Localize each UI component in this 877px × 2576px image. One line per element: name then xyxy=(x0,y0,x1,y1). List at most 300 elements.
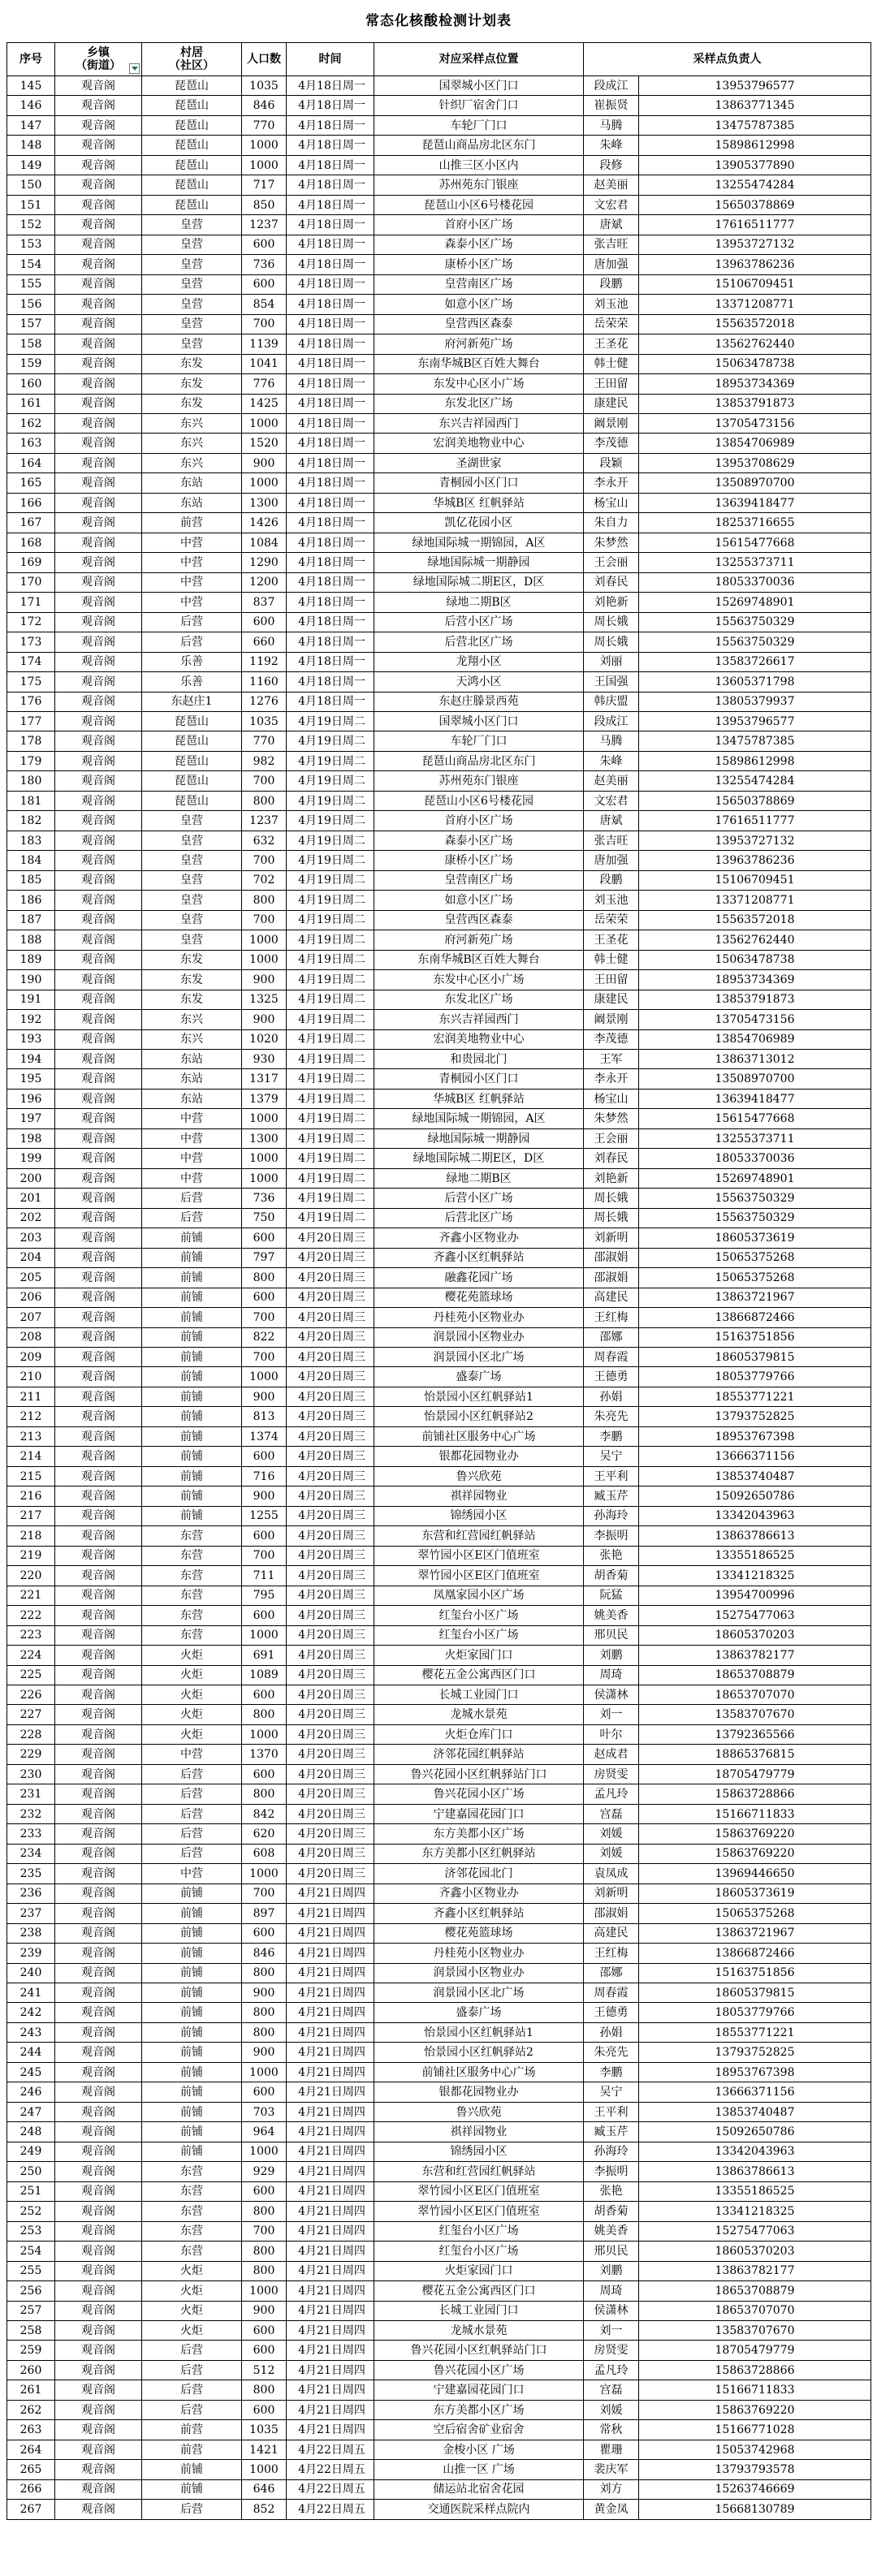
row-phone: 13953708629 xyxy=(639,453,871,472)
row-village: 东发 xyxy=(142,970,242,990)
row-town: 观音阁 xyxy=(55,950,142,969)
row-person: 刘春民 xyxy=(584,572,639,592)
col-town-header[interactable] xyxy=(55,43,142,76)
row-town: 观音阁 xyxy=(55,553,142,572)
row-town: 观音阁 xyxy=(55,2261,142,2280)
row-town: 观音阁 xyxy=(55,1685,142,1704)
row-time: 4月20日周三 xyxy=(287,1705,374,1724)
row-location: 东方美都小区红帆驿站 xyxy=(374,1844,584,1863)
row-town: 观音阁 xyxy=(55,1228,142,1248)
table-row xyxy=(7,2082,871,2102)
row-location: 后营北区广场 xyxy=(374,1208,584,1228)
table-row xyxy=(7,314,871,334)
table-row xyxy=(7,2181,871,2201)
row-seq: 187 xyxy=(7,910,55,930)
row-pop: 813 xyxy=(242,1407,287,1426)
row-location: 怡景园小区红帆驿站1 xyxy=(374,1387,584,1406)
row-seq: 258 xyxy=(7,2320,55,2340)
row-town: 观音阁 xyxy=(55,1348,142,1367)
row-seq: 222 xyxy=(7,1606,55,1625)
row-seq: 209 xyxy=(7,1348,55,1367)
row-pop: 660 xyxy=(242,632,287,652)
filter-dropdown-icon[interactable] xyxy=(129,63,140,74)
row-pop: 600 xyxy=(242,274,287,294)
row-phone: 13255373711 xyxy=(639,1128,871,1148)
table-row xyxy=(7,295,871,314)
row-location: 龙城水景苑 xyxy=(374,1705,584,1724)
row-village: 前铺 xyxy=(142,1506,242,1525)
row-town: 观音阁 xyxy=(55,2242,142,2261)
row-time: 4月18日周一 xyxy=(287,354,374,373)
row-phone: 15163751856 xyxy=(639,1963,871,1983)
row-pop: 846 xyxy=(242,1944,287,1963)
table-row xyxy=(7,2162,871,2181)
row-seq: 233 xyxy=(7,1824,55,1844)
table-row xyxy=(7,1546,871,1565)
row-person: 赵美丽 xyxy=(584,175,639,195)
row-seq: 149 xyxy=(7,155,55,175)
row-phone: 13863721967 xyxy=(639,1923,871,1943)
table-row xyxy=(7,1486,871,1506)
row-seq: 215 xyxy=(7,1466,55,1486)
row-town: 观音阁 xyxy=(55,1109,142,1128)
row-person: 邢贝民 xyxy=(584,1625,639,1645)
row-town: 观音阁 xyxy=(55,493,142,512)
row-phone: 15163751856 xyxy=(639,1327,871,1347)
row-seq: 262 xyxy=(7,2400,55,2419)
row-person: 康建民 xyxy=(584,990,639,1009)
row-person: 段鹏 xyxy=(584,870,639,890)
row-location: 怡景园小区红帆驿站2 xyxy=(374,2043,584,2062)
row-seq: 150 xyxy=(7,175,55,195)
row-phone: 13705473156 xyxy=(639,413,871,433)
row-location: 空后宿舍矿业宿舍 xyxy=(374,2420,584,2440)
row-village: 东兴 xyxy=(142,434,242,453)
table-row xyxy=(7,1248,871,1267)
row-phone: 15863769220 xyxy=(639,2400,871,2419)
row-person: 李茂德 xyxy=(584,1029,639,1049)
row-location: 齐鑫小区红帆驿站 xyxy=(374,1904,584,1923)
row-location: 东发北区广场 xyxy=(374,394,584,413)
row-town: 观音阁 xyxy=(55,2102,142,2121)
row-phone: 13255474284 xyxy=(639,771,871,791)
row-location: 皇营南区广场 xyxy=(374,870,584,890)
row-time: 4月21日周四 xyxy=(287,2281,374,2301)
row-person: 黄金凤 xyxy=(584,2500,639,2519)
table-row xyxy=(7,1348,871,1367)
row-phone: 13355186525 xyxy=(639,1546,871,1565)
row-time: 4月21日周四 xyxy=(287,2082,374,2102)
row-phone: 18705479779 xyxy=(639,1764,871,1784)
col-loc-header: 对应采样点位置 xyxy=(374,43,584,76)
row-phone: 15650378869 xyxy=(639,791,871,810)
row-town: 观音阁 xyxy=(55,1606,142,1625)
row-seq: 238 xyxy=(7,1923,55,1943)
table-row xyxy=(7,2360,871,2380)
row-pop: 700 xyxy=(242,851,287,870)
row-pop: 646 xyxy=(242,2479,287,2499)
row-location: 鲁兴花园小区红帆驿站门口 xyxy=(374,2341,584,2360)
row-village: 乐善 xyxy=(142,652,242,671)
row-village: 东营 xyxy=(142,1586,242,1605)
row-seq: 175 xyxy=(7,672,55,692)
table-row xyxy=(7,712,871,731)
row-seq: 172 xyxy=(7,612,55,632)
row-seq: 161 xyxy=(7,394,55,413)
row-phone: 15898612998 xyxy=(639,751,871,770)
row-person: 段成江 xyxy=(584,712,639,731)
row-person: 刘鹏 xyxy=(584,1646,639,1665)
row-location: 首府小区广场 xyxy=(374,215,584,235)
row-pop: 600 xyxy=(242,1685,287,1704)
row-person: 孙海玲 xyxy=(584,2142,639,2161)
row-village: 火炬 xyxy=(142,2320,242,2340)
row-person: 阚景刚 xyxy=(584,413,639,433)
row-location: 府河新苑广场 xyxy=(374,930,584,950)
row-time: 4月19日周二 xyxy=(287,990,374,1009)
row-pop: 846 xyxy=(242,96,287,115)
row-village: 东营 xyxy=(142,2221,242,2241)
table-row xyxy=(7,2400,871,2419)
row-location: 樱花五金公寓西区门口 xyxy=(374,2281,584,2301)
row-village: 东营 xyxy=(142,1546,242,1565)
row-seq: 218 xyxy=(7,1526,55,1546)
row-seq: 173 xyxy=(7,632,55,652)
row-time: 4月21日周四 xyxy=(287,2242,374,2261)
row-time: 4月19日周二 xyxy=(287,712,374,731)
table-row xyxy=(7,1168,871,1188)
row-village: 前铺 xyxy=(142,2122,242,2142)
row-pop: 1000 xyxy=(242,1724,287,1744)
row-location: 齐鑫小区物业办 xyxy=(374,1883,584,1903)
row-location: 东南华城B区百姓大舞台 xyxy=(374,950,584,969)
col-village-label: 村居 xyxy=(180,46,203,59)
table-row xyxy=(7,274,871,294)
row-seq: 216 xyxy=(7,1486,55,1506)
row-location: 首府小区广场 xyxy=(374,811,584,831)
row-person: 裴庆军 xyxy=(584,2460,639,2479)
row-village: 皇营 xyxy=(142,910,242,930)
row-village: 前营 xyxy=(142,513,242,533)
table-row xyxy=(7,453,871,472)
row-village: 中营 xyxy=(142,1128,242,1148)
row-town: 观音阁 xyxy=(55,1804,142,1823)
row-time: 4月20日周三 xyxy=(287,1546,374,1565)
row-seq: 235 xyxy=(7,1864,55,1883)
row-town: 观音阁 xyxy=(55,1447,142,1466)
row-pop: 1255 xyxy=(242,1506,287,1525)
row-pop: 797 xyxy=(242,1248,287,1267)
row-location: 融鑫花园广场 xyxy=(374,1268,584,1288)
row-town: 观音阁 xyxy=(55,1208,142,1228)
row-pop: 1000 xyxy=(242,1109,287,1128)
row-pop: 1317 xyxy=(242,1069,287,1089)
row-time: 4月21日周四 xyxy=(287,2221,374,2241)
row-person: 刘艳新 xyxy=(584,1168,639,1188)
row-village: 前铺 xyxy=(142,2102,242,2121)
row-pop: 800 xyxy=(242,1705,287,1724)
row-time: 4月21日周四 xyxy=(287,1983,374,2003)
row-town: 观音阁 xyxy=(55,1426,142,1446)
row-village: 前铺 xyxy=(142,1387,242,1406)
row-location: 锦绣园小区 xyxy=(374,1506,584,1525)
row-town: 观音阁 xyxy=(55,394,142,413)
row-time: 4月19日周二 xyxy=(287,1189,374,1208)
row-pop: 700 xyxy=(242,314,287,334)
row-time: 4月19日周二 xyxy=(287,1149,374,1168)
row-person: 崔振贤 xyxy=(584,96,639,115)
row-phone: 18253716655 xyxy=(639,513,871,533)
table-row xyxy=(7,1367,871,1387)
row-town: 观音阁 xyxy=(55,1784,142,1804)
row-phone: 13954700996 xyxy=(639,1586,871,1605)
row-village: 东发 xyxy=(142,394,242,413)
row-town: 观音阁 xyxy=(55,1407,142,1426)
row-seq: 181 xyxy=(7,791,55,810)
table-row xyxy=(7,215,871,235)
row-pop: 800 xyxy=(242,1963,287,1983)
table-row xyxy=(7,2202,871,2221)
row-phone: 15166711833 xyxy=(639,2380,871,2400)
row-pop: 600 xyxy=(242,235,287,254)
row-person: 周长娥 xyxy=(584,632,639,652)
row-person: 姚美香 xyxy=(584,2221,639,2241)
row-time: 4月19日周二 xyxy=(287,950,374,969)
row-town: 观音阁 xyxy=(55,593,142,612)
row-time: 4月21日周四 xyxy=(287,2420,374,2440)
row-town: 观音阁 xyxy=(55,2142,142,2161)
row-location: 府河新苑广场 xyxy=(374,334,584,354)
row-seq: 224 xyxy=(7,1646,55,1665)
row-phone: 15106709451 xyxy=(639,274,871,294)
row-phone: 13371208771 xyxy=(639,891,871,910)
table-row xyxy=(7,115,871,135)
row-phone: 15106709451 xyxy=(639,870,871,890)
row-pop: 900 xyxy=(242,1983,287,2003)
row-town: 观音阁 xyxy=(55,1248,142,1267)
row-location: 和贵园北门 xyxy=(374,1049,584,1068)
row-village: 火炬 xyxy=(142,1724,242,1744)
row-time: 4月19日周二 xyxy=(287,970,374,990)
row-seq: 248 xyxy=(7,2122,55,2142)
row-time: 4月19日周二 xyxy=(287,870,374,890)
row-phone: 15863769220 xyxy=(639,1824,871,1844)
table-row xyxy=(7,1745,871,1764)
table-row xyxy=(7,155,871,175)
row-pop: 512 xyxy=(242,2360,287,2380)
row-time: 4月19日周二 xyxy=(287,1069,374,1089)
row-town: 观音阁 xyxy=(55,1506,142,1525)
row-location: 祺祥园物业 xyxy=(374,1486,584,1506)
row-town: 观音阁 xyxy=(55,76,142,96)
row-pop: 982 xyxy=(242,751,287,770)
row-person: 王军 xyxy=(584,1049,639,1068)
row-village: 后营 xyxy=(142,2500,242,2519)
row-time: 4月20日周三 xyxy=(287,1864,374,1883)
row-location: 凤凰家园小区广场 xyxy=(374,1586,584,1605)
row-time: 4月20日周三 xyxy=(287,1228,374,1248)
row-village: 东营 xyxy=(142,1566,242,1586)
row-village: 东发 xyxy=(142,374,242,394)
row-time: 4月20日周三 xyxy=(287,1724,374,1744)
table-row xyxy=(7,1049,871,1068)
row-village: 皇营 xyxy=(142,215,242,235)
row-location: 怡景园小区红帆驿站2 xyxy=(374,1407,584,1426)
row-village: 中营 xyxy=(142,1745,242,1764)
row-pop: 632 xyxy=(242,831,287,850)
row-time: 4月22日周五 xyxy=(287,2460,374,2479)
row-phone: 15263746669 xyxy=(639,2479,871,2499)
row-village: 东站 xyxy=(142,1089,242,1108)
row-pop: 854 xyxy=(242,295,287,314)
row-village: 火炬 xyxy=(142,1646,242,1665)
row-person: 赵美丽 xyxy=(584,771,639,791)
row-time: 4月18日周一 xyxy=(287,255,374,274)
row-phone: 15275477063 xyxy=(639,2221,871,2241)
row-location: 宁建嘉园花园门口 xyxy=(374,1804,584,1823)
row-time: 4月20日周三 xyxy=(287,1447,374,1466)
row-phone: 15269748901 xyxy=(639,1168,871,1188)
row-phone: 13863721967 xyxy=(639,1288,871,1307)
row-village: 火炬 xyxy=(142,2281,242,2301)
row-town: 观音阁 xyxy=(55,652,142,671)
row-village: 前铺 xyxy=(142,1308,242,1327)
table-row xyxy=(7,1010,871,1029)
row-phone: 18053370036 xyxy=(639,1149,871,1168)
table-row xyxy=(7,2380,871,2400)
row-location: 华城B区 红帆驿站 xyxy=(374,1089,584,1108)
row-phone: 18605370203 xyxy=(639,2242,871,2261)
row-time: 4月21日周四 xyxy=(287,2261,374,2280)
row-phone: 18605373619 xyxy=(639,1228,871,1248)
row-person: 李永开 xyxy=(584,473,639,493)
row-village: 后营 xyxy=(142,1764,242,1784)
row-pop: 600 xyxy=(242,1606,287,1625)
row-village: 前铺 xyxy=(142,1963,242,1983)
row-town: 观音阁 xyxy=(55,1466,142,1486)
table-row xyxy=(7,195,871,214)
row-phone: 13583707670 xyxy=(639,2320,871,2340)
row-time: 4月18日周一 xyxy=(287,136,374,155)
row-town: 观音阁 xyxy=(55,791,142,810)
table-row xyxy=(7,2281,871,2301)
row-town: 观音阁 xyxy=(55,1824,142,1844)
row-pop: 600 xyxy=(242,2400,287,2419)
row-village: 琵琶山 xyxy=(142,96,242,115)
row-village: 前铺 xyxy=(142,2022,242,2042)
row-town: 观音阁 xyxy=(55,2202,142,2221)
row-pop: 1035 xyxy=(242,2420,287,2440)
table-row xyxy=(7,1407,871,1426)
row-location: 森泰小区广场 xyxy=(374,235,584,254)
row-location: 绿地国际城一期锦园，A区 xyxy=(374,533,584,552)
row-time: 4月19日周二 xyxy=(287,930,374,950)
row-pop: 700 xyxy=(242,910,287,930)
row-town: 观音阁 xyxy=(55,1288,142,1307)
row-location: 皇营西区森泰 xyxy=(374,314,584,334)
row-person: 宫磊 xyxy=(584,2380,639,2400)
row-location: 东南华城B区百姓大舞台 xyxy=(374,354,584,373)
row-pop: 600 xyxy=(242,612,287,632)
row-village: 琵琶山 xyxy=(142,791,242,810)
row-seq: 260 xyxy=(7,2360,55,2380)
row-town: 观音阁 xyxy=(55,115,142,135)
row-time: 4月21日周四 xyxy=(287,2142,374,2161)
row-person: 阮猛 xyxy=(584,1586,639,1605)
row-seq: 179 xyxy=(7,751,55,770)
row-location: 润景园小区物业办 xyxy=(374,1963,584,1983)
row-town: 观音阁 xyxy=(55,1566,142,1586)
row-pop: 837 xyxy=(242,593,287,612)
row-pop: 691 xyxy=(242,1646,287,1665)
row-seq: 234 xyxy=(7,1844,55,1863)
row-person: 周长娥 xyxy=(584,1189,639,1208)
table-row xyxy=(7,1387,871,1406)
table-row xyxy=(7,473,871,493)
row-time: 4月18日周一 xyxy=(287,76,374,96)
row-seq: 255 xyxy=(7,2261,55,2280)
row-pop: 1000 xyxy=(242,1864,287,1883)
row-town: 观音阁 xyxy=(55,1983,142,2003)
row-location: 龙城水景苑 xyxy=(374,2320,584,2340)
row-time: 4月21日周四 xyxy=(287,1923,374,1943)
row-location: 樱花苑篮球场 xyxy=(374,1923,584,1943)
row-village: 东营 xyxy=(142,2242,242,2261)
row-pop: 1020 xyxy=(242,1029,287,1049)
row-location: 宏润美地物业中心 xyxy=(374,1029,584,1049)
row-person: 孟凡玲 xyxy=(584,1784,639,1804)
row-time: 4月18日周一 xyxy=(287,533,374,552)
table-row xyxy=(7,1983,871,2003)
row-person: 王会丽 xyxy=(584,1128,639,1148)
row-pop: 900 xyxy=(242,1387,287,1406)
row-pop: 900 xyxy=(242,970,287,990)
row-town: 观音阁 xyxy=(55,2420,142,2440)
row-pop: 800 xyxy=(242,891,287,910)
row-location: 青桐园小区门口 xyxy=(374,473,584,493)
row-person: 臧玉芹 xyxy=(584,2122,639,2142)
row-pop: 770 xyxy=(242,115,287,135)
table-row xyxy=(7,76,871,96)
row-time: 4月21日周四 xyxy=(287,2043,374,2062)
row-phone: 13953796577 xyxy=(639,76,871,96)
row-seq: 160 xyxy=(7,374,55,394)
row-time: 4月20日周三 xyxy=(287,1685,374,1704)
row-village: 中营 xyxy=(142,1109,242,1128)
row-town: 观音阁 xyxy=(55,2500,142,2519)
row-time: 4月21日周四 xyxy=(287,2380,374,2400)
table-row xyxy=(7,692,871,711)
row-pop: 1000 xyxy=(242,136,287,155)
table-row xyxy=(7,2142,871,2161)
row-person: 房贤雯 xyxy=(584,1764,639,1784)
row-phone: 17616511777 xyxy=(639,811,871,831)
row-pop: 620 xyxy=(242,1824,287,1844)
row-pop: 1000 xyxy=(242,1367,287,1387)
row-pop: 600 xyxy=(242,1228,287,1248)
row-person: 周长娥 xyxy=(584,1208,639,1228)
row-time: 4月22日周五 xyxy=(287,2440,374,2459)
row-town: 观音阁 xyxy=(55,1189,142,1208)
row-village: 前营 xyxy=(142,2440,242,2459)
row-village: 皇营 xyxy=(142,334,242,354)
row-person: 阚景刚 xyxy=(584,1010,639,1029)
row-seq: 254 xyxy=(7,2242,55,2261)
row-seq: 261 xyxy=(7,2380,55,2400)
row-pop: 1237 xyxy=(242,811,287,831)
table-row xyxy=(7,1466,871,1486)
row-phone: 13805379937 xyxy=(639,692,871,711)
